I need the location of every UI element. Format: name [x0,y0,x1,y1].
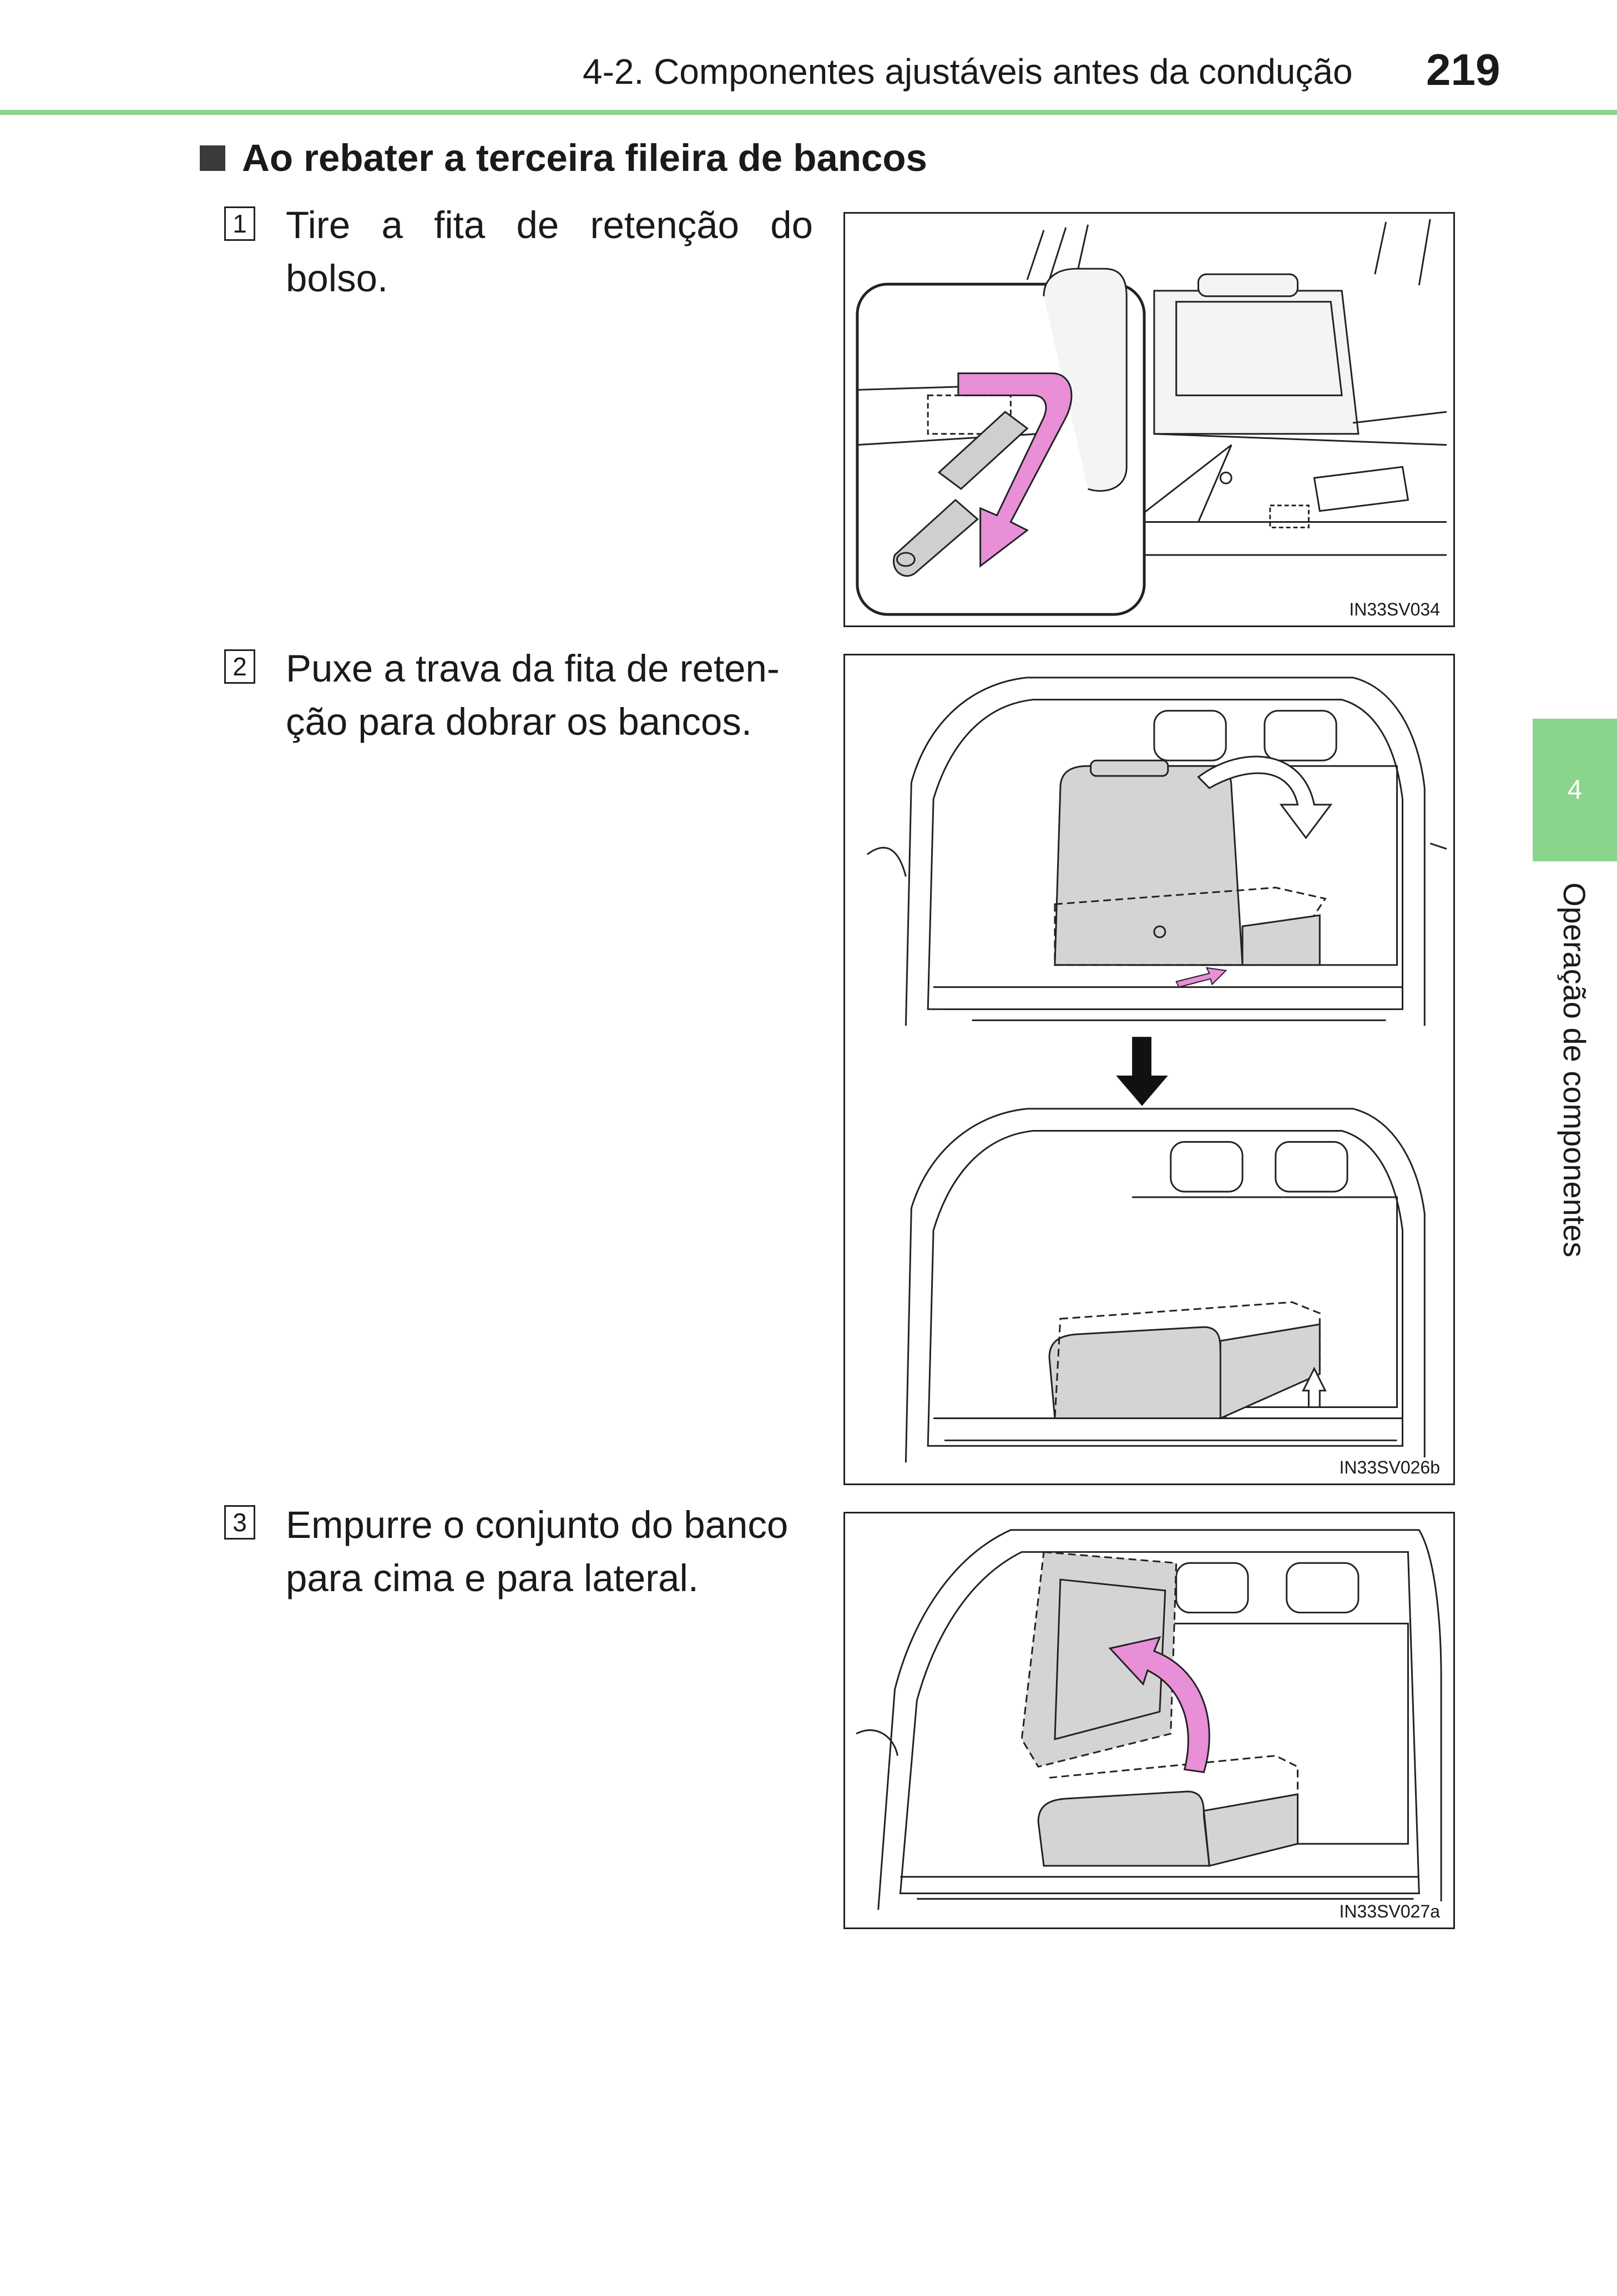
pocket-strap-illustration [845,214,1453,625]
page-number: 219 [1426,45,1500,94]
figure-lift-seats [843,1512,1455,1929]
figure-pocket-strap [843,212,1455,627]
header-divider [0,110,1617,115]
step-text-2: Puxe a trava da fita de reten-ção para dobrar os bancos. [286,647,780,743]
figure-code: IN33SV026b [1337,1457,1442,1478]
figure-fold-seats [843,654,1455,1485]
running-header-title: 4-2. Componentes ajustáveis antes da condução [583,52,1353,92]
step-number-3: 3 [224,1505,255,1540]
fold-seats-illustration [845,655,1453,1483]
figure-code: IN33SV027a [1337,1901,1442,1922]
figure-code: IN33SV034 [1347,599,1442,620]
section-heading-text: Ao rebater a terceira fileira de bancos [242,137,927,179]
chapter-tab[interactable]: 4 [1533,719,1617,861]
square-bullet-icon [200,145,225,171]
step-text-1: Tire a fita de retenção do bolso. [286,204,813,300]
step-number-1: 1 [224,206,255,241]
step-number-2: 2 [224,649,255,684]
lift-seats-illustration [845,1513,1453,1927]
step-text-3: Empurre o conjunto do banco para cima e para lateral. [286,1503,789,1599]
section-heading [200,136,927,180]
chapter-tab-label: Operação de componentes [1557,882,1592,1258]
